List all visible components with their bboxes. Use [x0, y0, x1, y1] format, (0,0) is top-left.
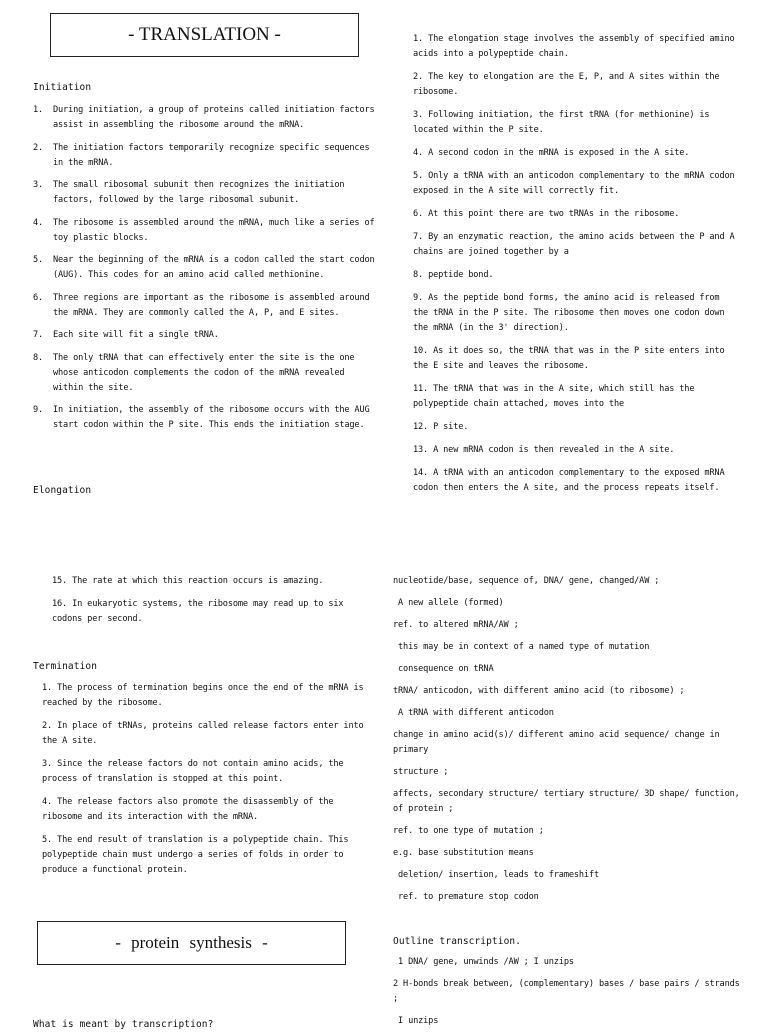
elongation-item: 1. The elongation stage involves the assembly of specified amino acids into a polypeptide chain. — [413, 34, 735, 59]
initiation-item — [33, 403, 377, 433]
mark-scheme-line: ref. to one type of mutation ; — [393, 826, 544, 836]
mark-scheme-line: ref. to altered mRNA/AW ; — [393, 620, 519, 630]
item-number: 5. — [33, 255, 44, 265]
mark-scheme-line: this may be in context of a named type of mutation — [393, 642, 650, 652]
item-text: The only tRNA that can effectively enter the site is the one whose anticodon complements the codon of the mRNA revealed within the site. — [53, 352, 355, 393]
item-number: 8. — [33, 352, 44, 363]
protein-synthesis-title-box — [37, 921, 346, 965]
item-number: 4. — [33, 217, 44, 228]
elongation-item: 3. Following initiation, the first tRNA (for methionine) is located within the P site. — [413, 110, 710, 135]
outline-line: 2 H-bonds break between, (complementary) bases / base pairs / strands ; — [393, 979, 745, 1004]
elongation-item: 12. P site. — [413, 422, 469, 432]
item-text: During initiation, a group of proteins called initiation factors assist in assembling the ribosome around the mRNA. — [53, 105, 375, 130]
elongation-item: 7. By an enzymatic reaction, the amino acids between the P and A chains are joined together by a — [413, 232, 735, 257]
initiation-item — [33, 328, 377, 343]
elongation-list — [413, 32, 739, 504]
termination-item: 4. The release factors also promote the disassembly of the ribosome and its interaction with the mRNA. — [42, 797, 334, 822]
item-text: The ribosome is assembled around the mRNA, much like a series of toy plastic blocks. — [53, 217, 375, 243]
item-number: 2. — [33, 142, 44, 153]
item-number: 1. — [33, 105, 44, 115]
item-text: Each site will fit a single tRNA. — [53, 330, 219, 340]
outline-line: 1 DNA/ gene, unwinds /AW ; I unzips — [393, 957, 574, 967]
termination-list — [42, 681, 377, 886]
initiation-item — [33, 216, 377, 246]
initiation-item — [33, 253, 377, 283]
mark-scheme-line: deletion/ insertion, leads to frameshift — [393, 870, 599, 880]
elongation-item: 10. As it does so, the tRNA that was in the P site enters into the E site and leaves the ribosome. — [413, 346, 725, 371]
mark-scheme-line: e.g. base substitution means — [393, 848, 534, 858]
termination-item: 5. The end result of translation is a polypeptide chain. This polypeptide chain must undergo a series of folds in order to produce a functional protein. — [42, 835, 349, 875]
elongation-heading: Elongation — [33, 485, 92, 496]
mark-scheme-line: ref. to premature stop codon — [393, 892, 539, 902]
elongation-continued-list — [52, 574, 372, 635]
item-text: Three regions are important as the ribosome is assembled around the mRNA. They are commonly called the A, P, and E sites. — [53, 292, 370, 318]
elongation-item: 8. peptide bond. — [413, 270, 494, 280]
item-text: Near the beginning of the mRNA is a codon called the start codon (AUG). This codes for an amino acid called methionine. — [53, 255, 375, 280]
elongation-item: 11. The tRNA that was in the A site, which still has the polypeptide chain attached, moves into the — [413, 384, 695, 409]
mark-scheme-line: A new allele (formed) — [393, 598, 504, 608]
translation-title-box — [50, 13, 359, 57]
mark-scheme-line: structure ; — [393, 767, 449, 777]
outline-line: I unzips — [393, 1016, 439, 1026]
item-number: 3. — [33, 180, 44, 190]
elongation-item: 15. The rate at which this reaction occurs is amazing. — [52, 576, 324, 586]
elongation-item: 14. A tRNA with an anticodon complementary to the exposed mRNA codon then enters the A site, and the process repeats itself. — [413, 468, 725, 493]
item-number: 7. — [33, 330, 44, 340]
mark-scheme-line: A tRNA with different anticodon — [393, 708, 554, 718]
initiation-item — [33, 351, 377, 396]
outline-heading: Outline transcription. — [393, 936, 522, 947]
initiation-item — [33, 103, 377, 133]
mark-scheme-line: nucleotide/base, sequence of, DNA/ gene, changed/AW ; — [393, 576, 660, 586]
initiation-item — [33, 141, 377, 171]
mark-scheme-line: change in amino acid(s)/ different amino acid sequence/ change in primary — [393, 730, 725, 755]
elongation-item: 2. The key to elongation are the E, P, and A sites within the ribosome. — [413, 72, 720, 97]
item-number: 6. — [33, 292, 44, 303]
translation-title: - TRANSLATION - — [128, 24, 281, 45]
mark-scheme-line: affects, secondary structure/ tertiary structure/ 3D shape/ function, of protein ; — [393, 789, 745, 814]
item-text: The small ribosomal subunit then recognizes the initiation factors, followed by the large ribosomal subunit. — [53, 180, 345, 205]
termination-item: 1. The process of termination begins once the end of the mRNA is reached by the ribosome. — [42, 683, 364, 708]
mark-scheme-line: tRNA/ anticodon, with different amino acid (to ribosome) ; — [393, 686, 685, 696]
initiation-item — [33, 291, 377, 321]
item-text: The initiation factors temporarily recognize specific sequences in the mRNA. — [53, 142, 370, 168]
item-text: In initiation, the assembly of the ribosome occurs with the AUG start codon within the P site. This ends the initiation stage. — [53, 405, 370, 430]
elongation-item: 4. A second codon in the mRNA is exposed in the A site. — [413, 148, 690, 158]
elongation-item: 13. A new mRNA codon is then revealed in the A site. — [413, 445, 675, 455]
elongation-item: 9. As the peptide bond forms, the amino acid is released from the tRNA in the P site. The ribosome then moves one codon down the mRNA (in the 3' direction). — [413, 293, 725, 333]
initiation-list — [33, 103, 377, 441]
protein-synthesis-title: - protein synthesis - — [115, 933, 268, 952]
elongation-item: 6. At this point there are two tRNAs in the ribosome. — [413, 209, 680, 219]
initiation-item — [33, 178, 377, 208]
termination-item: 3. Since the release factors do not contain amino acids, the process of translation is stopped at this point. — [42, 759, 344, 784]
bottom-question: What is meant by transcription? — [33, 1019, 214, 1030]
item-number: 9. — [33, 405, 44, 415]
initiation-heading: Initiation — [33, 82, 92, 93]
mark-scheme-line: consequence on tRNA — [393, 664, 494, 674]
elongation-item: 5. Only a tRNA with an anticodon complementary to the mRNA codon exposed in the A site will correctly fit. — [413, 171, 735, 196]
mark-scheme-list — [393, 574, 743, 912]
termination-item: 2. In place of tRNAs, proteins called release factors enter into the A site. — [42, 721, 364, 746]
elongation-item: 16. In eukaryotic systems, the ribosome may read up to six codons per second. — [52, 599, 344, 624]
termination-heading: Termination — [33, 661, 98, 672]
